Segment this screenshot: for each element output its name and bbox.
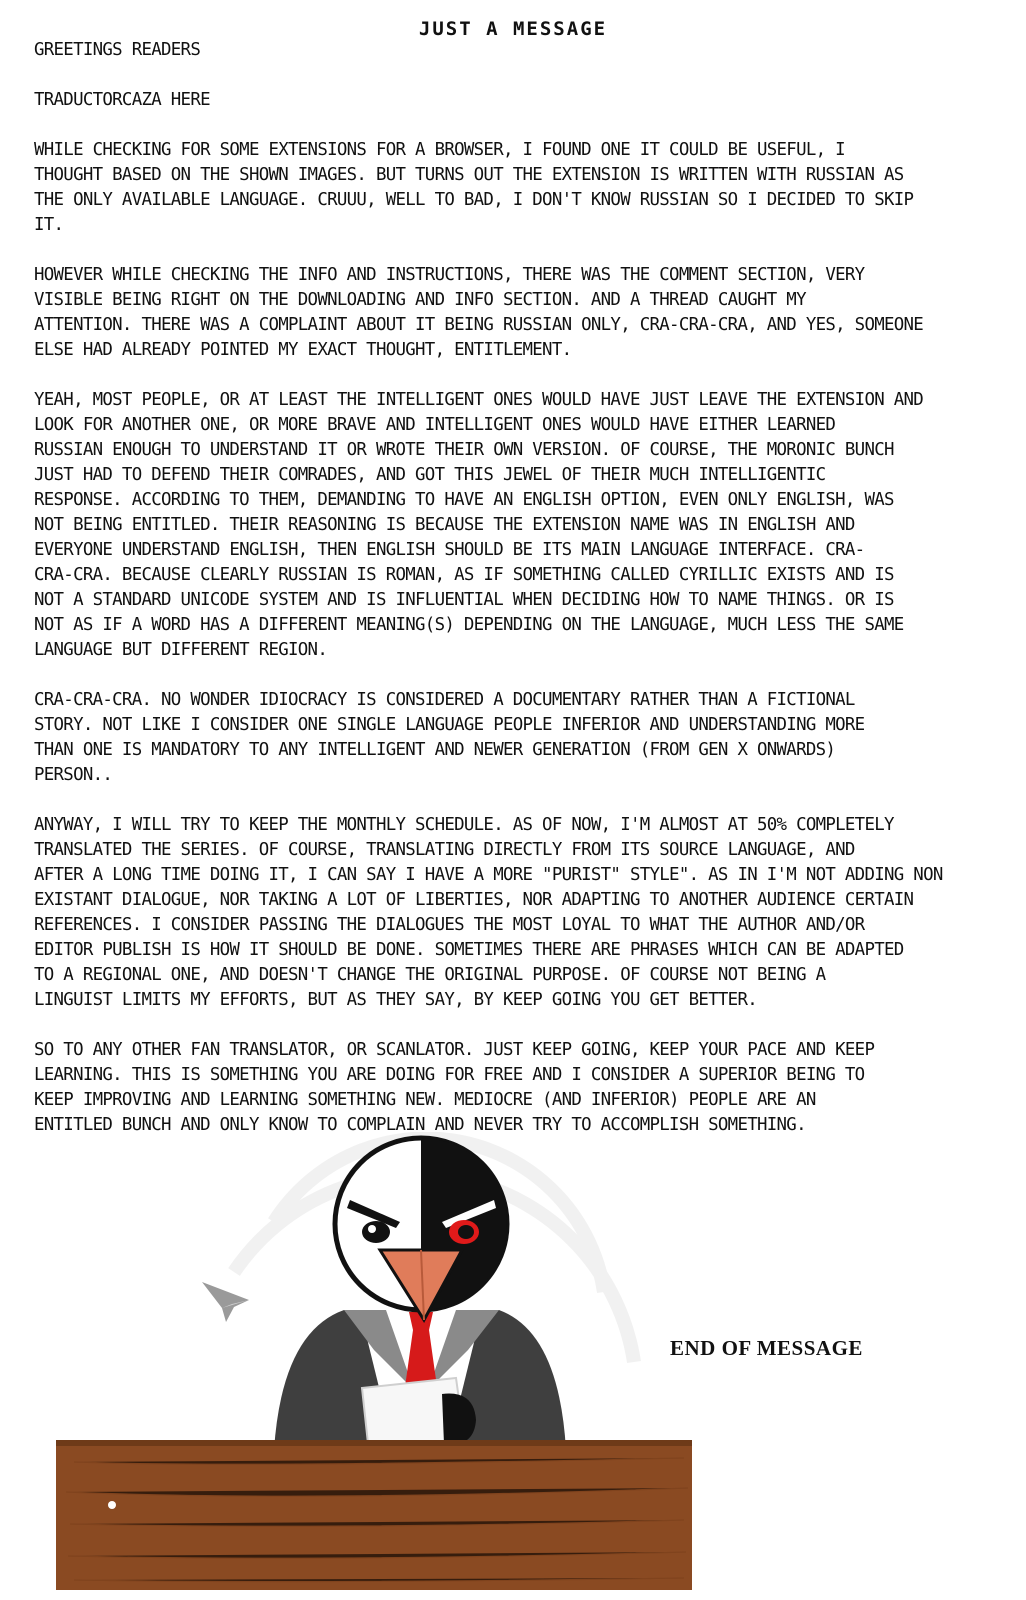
eye-left [362, 1221, 390, 1243]
paragraph-entitlement: YEAH, MOST PEOPLE, OR AT LEAST THE INTELLIGENT ONES WOULD HAVE JUST LEAVE THE EXTENSION AND LOOK FOR ANOTHER ONE, OR MORE BRAVE AND INTELLIGENT ONES WOULD HAVE EITHER LEARNED RUSSIAN ENOUGH TO UNDERSTAND IT OR WROTE THEIR OWN VERSION. OF COURSE, THE MORONIC BUNCH JUST HAD TO DEFEND THEIR COMRADES, AND GOT THIS JEWEL OF THEIR MUCH INTELLIGENTIC RESPONSE. ACCORDING TO THEM, DEMANDING TO HAVE AN ENGLISH OPTION, EVEN ONLY ENGLISH, WAS NOT BEING ENTITLED. THEIR REASONING IS BECAUSE THE EXTENSION NAME WAS IN ENGLISH AND EVERYONE UNDERSTAND ENGLISH, THEN ENGLISH SHOULD BE ITS MAIN LANGUAGE INTERFACE. CRA- CRA-CRA. BECAUSE CLEARLY RUSSIAN IS ROMAN, AS IF SOMETHING CALLED CYRILLIC EXISTS AND IS NOT A STANDARD UNICODE SYSTEM AND IS INFLUENTIAL WHEN DECIDING HOW TO NAME THINGS. OR IS NOT AS IF A WORD HAS A DIFFERENT MEANING(S) DEPENDING ON THE LANGUAGE, MUCH LESS THE SAME LANGUAGE BUT DIFFERENT REGION. [34, 390, 924, 660]
paragraph-comments: HOWEVER WHILE CHECKING THE INFO AND INSTRUCTIONS, THERE WAS THE COMMENT SECTION, VERY VISIBLE BEING RIGHT ON THE DOWNLOADING AND INFO SECTION. AND A THREAD CAUGHT MY ATTENTION. THERE WAS A COMPLAINT ABOUT IT BEING RUSSIAN ONLY, CRA-CRA-CRA, AND YES, SOMEONE ELSE HAD ALREADY POINTED MY EXACT THOUGHT, ENTITLEMENT. [34, 265, 924, 360]
paper-plane-icon [202, 1282, 249, 1322]
message-body [34, 38, 989, 1163]
greeting-line: GREETINGS READERS [34, 40, 201, 60]
paragraph-extension: WHILE CHECKING FOR SOME EXTENSIONS FOR A BROWSER, I FOUND ONE IT COULD BE USEFUL, I THOUGHT BASED ON THE SHOWN IMAGES. BUT TURNS OUT THE EXTENSION IS WRITTEN WITH RUSSIAN AS THE ONLY AVAILABLE LANGUAGE. CRUUU, WELL TO BAD, I DON'T KNOW RUSSIAN SO I DECIDED TO SKIP IT. [34, 140, 914, 235]
author-line: TRADUCTORCAZA HERE [34, 90, 210, 110]
end-of-message-label: END OF MESSAGE [670, 1336, 863, 1360]
news-desk [56, 1440, 692, 1590]
paragraph-encouragement: SO TO ANY OTHER FAN TRANSLATOR, OR SCANLATOR. JUST KEEP GOING, KEEP YOUR PACE AND KEEP LEARNING. THIS IS SOMETHING YOU ARE DOING FOR FREE AND I CONSIDER A SUPERIOR BEING TO KEEP IMPROVING AND LEARNING SOMETHING NEW. MEDIOCRE (AND INFERIOR) PEOPLE ARE AN ENTITLED BUNCH AND ONLY KNOW TO COMPLAIN AND NEVER TRY TO ACCOMPLISH SOMETHING. [34, 1040, 875, 1135]
paragraph-idiocracy: CRA-CRA-CRA. NO WONDER IDIOCRACY IS CONSIDERED A DOCUMENTARY RATHER THAN A FICTIONAL STORY. NOT LIKE I CONSIDER ONE SINGLE LANGUAGE PEOPLE INFERIOR AND UNDERSTANDING MORE THAN ONE IS MANDATORY TO ANY INTELLIGENT AND NEWER GENERATION (FROM GEN X ONWARDS) PERSON.. [34, 690, 865, 785]
news-anchor-bird-illustration [44, 1132, 704, 1590]
page-title: JUST A MESSAGE [418, 18, 608, 40]
paragraph-schedule: ANYWAY, I WILL TRY TO KEEP THE MONTHLY SCHEDULE. AS OF NOW, I'M ALMOST AT 50% COMPLETELY TRANSLATED THE SERIES. OF COURSE, TRANSLATING DIRECTLY FROM ITS SOURCE LANGUAGE, AND AFTER A LONG TIME DOING IT, I CAN SAY I HAVE A MORE "PURIST" STYLE". AS IN I'M NOT ADDING NON EXISTANT DIALOGUE, NOR TAKING A LOT OF LIBERTIES, NOR ADAPTING TO ANOTHER AUDIENCE CERTAIN REFERENCES. I CONSIDER PASSING THE DIALOGUES THE MOST LOYAL TO WHAT THE AUTHOR AND/OR EDITOR PUBLISH IS HOW IT SHOULD BE DONE. SOMETIMES THERE ARE PHRASES WHICH CAN BE ADAPTED TO A REGIONAL ONE, AND DOESN'T CHANGE THE ORIGINAL PURPOSE. OF COURSE NOT BEING A LINGUIST LIMITS MY EFFORTS, BUT AS THEY SAY, BY KEEP GOING YOU GET BETTER. [34, 815, 943, 1010]
bird-head [335, 1138, 507, 1320]
